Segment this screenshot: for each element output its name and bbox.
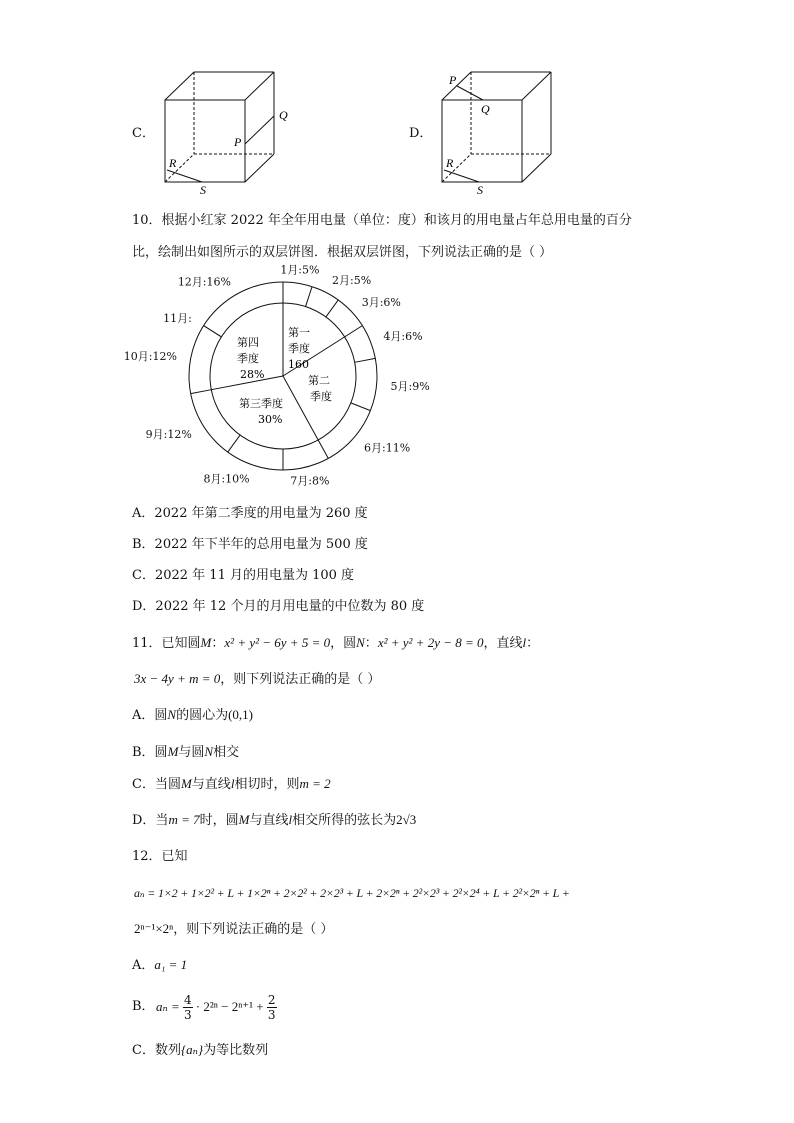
colon: ：	[364, 636, 378, 651]
point-s-label: S	[200, 183, 206, 197]
month-divider	[228, 435, 240, 452]
question-10-option-c: C．2022 年 11 月的用电量为 100 度	[132, 568, 355, 583]
month-divider	[355, 358, 376, 362]
opt-text: A．	[132, 958, 155, 973]
question-11-stem-line2	[134, 670, 380, 689]
month-label: 11月:	[163, 312, 192, 326]
q1-label-line3: 160	[288, 358, 309, 371]
month-divider	[204, 326, 222, 337]
opt-text: 与直线	[191, 777, 231, 792]
month-label: 4月:6%	[383, 330, 423, 344]
opt-text: 相交	[213, 745, 240, 760]
var-m: M	[180, 776, 192, 791]
sequence-formula: aₙ = 1×2 + 1×2² + L + 1×2ⁿ + 2×2² + 2×2³ + L + 2×2ⁿ + 2²×2³ + 2²×2⁴ + L + 2²×2ⁿ + L +	[134, 886, 570, 900]
fraction	[183, 993, 193, 1022]
point-p-label: P	[449, 73, 457, 87]
point-p-label: P	[234, 135, 242, 149]
a1-value: a₁ = 1	[154, 957, 188, 972]
line-intro: ，直线	[483, 636, 523, 651]
an-middle: · 2²ⁿ − 2ⁿ⁺¹ +	[195, 999, 264, 1014]
an-lhs: aₙ =	[156, 999, 180, 1014]
month-divider	[351, 403, 371, 411]
colon: ：	[526, 636, 540, 651]
opt-text: 时，圆	[199, 813, 239, 828]
colon: ：	[211, 636, 225, 651]
stem-text: 11．已知圆	[132, 636, 201, 651]
month-label: 1月:5%	[280, 263, 320, 277]
month-divider	[345, 326, 363, 337]
opt-text: 的圆心为	[176, 708, 229, 723]
stem-tail: ，则下列说法正确的是（ ）	[220, 672, 381, 687]
month-label: 5月:9%	[390, 380, 430, 394]
double-pie-chart	[123, 263, 430, 490]
stem-tail: ，则下列说法正确的是（ ）	[173, 922, 334, 937]
option-d-label: D．	[409, 126, 433, 141]
fraction-numerator: 4	[183, 992, 192, 1007]
question-10-stem-line2: 比，绘制出如图所示的双层饼图．根据双层饼图，下列说法正确的是（ ）	[132, 245, 553, 260]
m-value: m = 2	[299, 776, 331, 791]
line-equation: 3x − 4y + m = 0	[134, 671, 221, 686]
point-q-label: Q	[481, 102, 490, 116]
q4-label-line3: 28%	[240, 368, 265, 381]
question-11-stem	[132, 634, 539, 653]
var-n: N	[167, 707, 177, 722]
var-l: l	[288, 812, 293, 827]
question-12-option-a	[132, 956, 187, 975]
fraction	[267, 993, 277, 1022]
question-10-option-d: D．2022 年 12 个月的月用电量的中位数为 80 度	[132, 599, 425, 614]
var-m: M	[200, 635, 212, 650]
month-label: 8月:10%	[203, 472, 250, 486]
opt-text: A．圆	[132, 708, 168, 723]
month-divider	[318, 440, 328, 458]
opt-text: B．	[132, 999, 155, 1014]
q4-label-line1: 第四	[237, 336, 259, 349]
point-q-label: Q	[279, 108, 288, 122]
month-label: 2月:5%	[332, 273, 372, 287]
fraction-denominator: 3	[183, 1007, 192, 1022]
question-12-formula	[134, 884, 570, 902]
q3-label-line1: 第三季度	[239, 397, 283, 410]
circle-n-equation: x² + y² + 2y − 8 = 0	[377, 635, 484, 650]
m-value: m = 7	[168, 812, 200, 827]
month-label: 9月:12%	[145, 427, 192, 441]
question-10-option-a: A．2022 年第二季度的用电量为 260 度	[132, 506, 368, 521]
q1-label-line2: 季度	[288, 342, 310, 355]
month-label: 6月:11%	[364, 441, 411, 455]
sep-text: ，圆	[330, 636, 357, 651]
question-11-option-c	[132, 775, 331, 794]
point-r-label: R	[446, 156, 454, 170]
month-label: 3月:6%	[361, 296, 401, 310]
month-label: 10月:12%	[123, 349, 177, 363]
month-divider	[191, 390, 212, 394]
var-n: N	[356, 635, 365, 650]
option-b-formula	[156, 988, 280, 1026]
cube-figure-d	[427, 66, 577, 198]
opt-text: 与直线	[249, 813, 289, 828]
point-s-label: S	[477, 183, 483, 197]
chord-length: 2√3	[396, 812, 417, 827]
point-r-label: R	[169, 156, 177, 170]
question-10-stem-line1: 10．根据小红家 2022 年全年用电量（单位：度）和该月的用电量占年总用电量的百分	[132, 213, 632, 228]
var-n: N	[204, 744, 214, 759]
month-divider	[326, 300, 338, 317]
q1-label-line1: 第一	[288, 326, 310, 339]
sequence-name: {aₙ}	[180, 1042, 204, 1057]
question-11-option-b	[132, 743, 239, 762]
month-label: 7月:8%	[290, 474, 330, 488]
question-12-option-c	[132, 1041, 268, 1060]
question-11-option-d	[132, 811, 416, 830]
q3-label-line2: 30%	[258, 413, 283, 426]
var-m: M	[167, 744, 179, 759]
fraction-numerator: 2	[267, 992, 276, 1007]
opt-text: C．当圆	[132, 777, 181, 792]
circle-m-equation: x² + y² − 6y + 5 = 0	[224, 635, 331, 650]
question-12-option-b	[132, 998, 155, 1016]
var-l: l	[522, 635, 527, 650]
opt-text: 相交所得的弦长为	[292, 813, 397, 828]
option-c-label: C．	[132, 126, 155, 141]
q2-label-line1: 第二	[308, 374, 330, 387]
question-10-option-b: B．2022 年下半年的总用电量为 500 度	[132, 537, 368, 552]
opt-text: 相切时，则	[234, 777, 300, 792]
opt-text: D．当	[132, 813, 169, 828]
sequence-formula-tail: 2ⁿ⁻¹×2ⁿ	[134, 921, 174, 936]
month-divider	[306, 287, 312, 307]
q4-label-line2: 季度	[237, 352, 259, 365]
question-12-stem: 12．已知	[132, 849, 188, 864]
question-12-formula-line2	[134, 920, 333, 939]
question-11-option-a	[132, 706, 253, 725]
center-coords: (0,1)	[228, 707, 253, 722]
var-m: M	[238, 812, 250, 827]
opt-text: 为等比数列	[203, 1043, 269, 1058]
opt-text: C．数列	[132, 1043, 181, 1058]
q2-label-line2: 季度	[310, 390, 332, 403]
opt-text: 与圆	[178, 745, 205, 760]
opt-text: B．圆	[132, 745, 168, 760]
var-l: l	[230, 776, 235, 791]
month-label: 12月:16%	[177, 275, 231, 289]
fraction-denominator: 3	[267, 1007, 276, 1022]
cube-figure-c	[150, 66, 300, 198]
